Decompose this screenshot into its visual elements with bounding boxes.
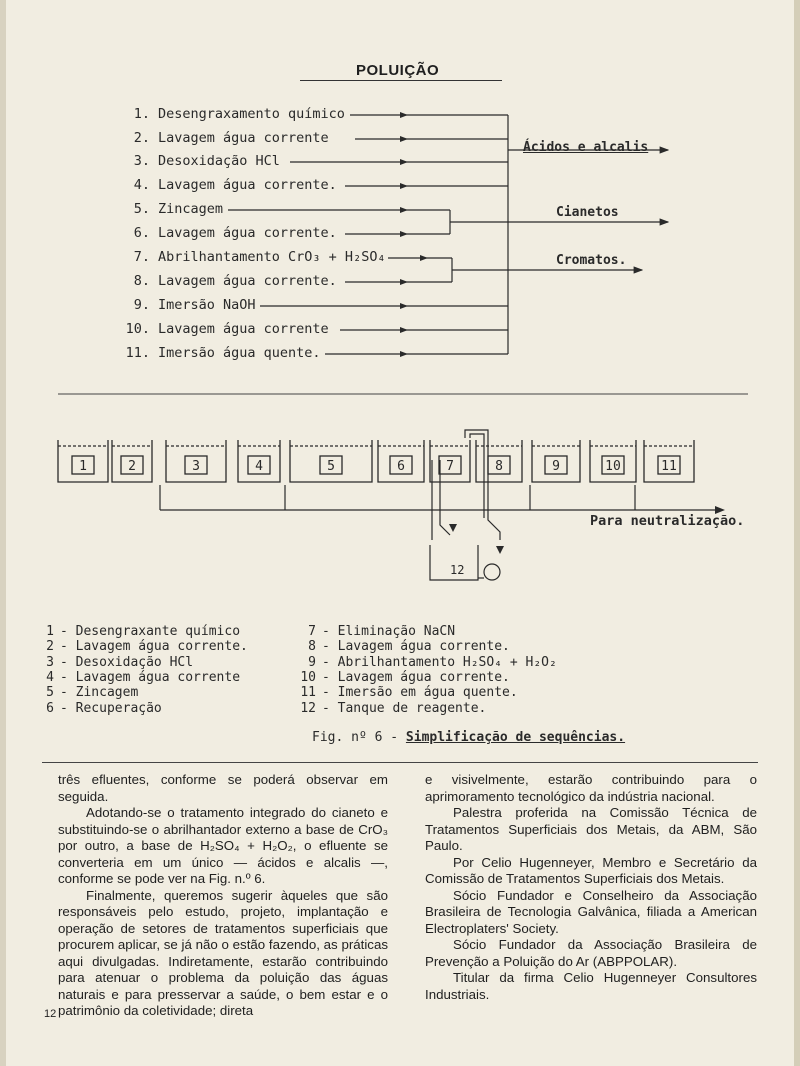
process-number: 9.	[133, 297, 150, 313]
legend-number: 10	[300, 669, 316, 685]
paragraph: Adotando-se o tratamento integrado do cianeto e substituindo-se o abrilhantador externo a base de CrO₃ por outro, a base de H₂SO₄ + H₂O₂, o efluente se converteria em um único — ácidos e alcalis —, conforme se pode ver na Fig. n.º 6.	[58, 805, 388, 886]
legend-item	[290, 685, 518, 700]
acids-label: Ácidos e alcalis	[523, 140, 649, 155]
legend-item	[28, 639, 248, 654]
tank-number: 7	[446, 459, 454, 474]
legend-number: 8	[308, 639, 316, 655]
paragraph: Palestra proferida na Comissão Técnica de Tratamentos Superficiais dos Metais, da ABM, São Paulo.	[425, 805, 757, 853]
legend-label: Tanque de reagente.	[337, 700, 487, 716]
pump-icon	[484, 564, 500, 580]
legend-dash: -	[60, 669, 76, 685]
legend-number: 5	[46, 685, 54, 701]
legend-number: 3	[46, 654, 54, 670]
paragraph: Por Celio Hugenneyer, Membro e Secretário da Comissão de Tratamentos Superficiais dos Metais.	[425, 854, 757, 886]
right-column	[425, 772, 757, 1003]
process-label: Lavagem água corrente.	[158, 273, 337, 289]
legend-number: 7	[308, 624, 316, 639]
legend-item	[290, 624, 455, 639]
tank-number: 4	[255, 459, 263, 474]
legend-label: Desengraxante químico	[75, 624, 241, 639]
tank-number: 3	[192, 459, 200, 474]
process-number: 5.	[133, 201, 150, 217]
process-number: 1.	[133, 106, 150, 122]
legend-dash: -	[60, 624, 76, 639]
legend-dash: -	[60, 654, 76, 670]
process-label: Imersão água quente.	[158, 345, 321, 361]
tank-number: 2	[128, 459, 136, 474]
process-label: Desoxidação HCl	[158, 153, 280, 169]
legend-label: Lavagem água corrente.	[75, 639, 248, 655]
legend-item	[290, 701, 486, 716]
paragraph: Titular da firma Celio Hugenneyer Consultores Industriais.	[425, 970, 757, 1002]
left-column	[58, 772, 388, 1020]
process-label: Imersão NaOH	[158, 297, 256, 313]
legend-label: Desoxidação HCl	[75, 654, 194, 670]
paragraph: Sócio Fundador da Associação Brasileira de Prevenção a Poluição do Ar (ABPPOLAR).	[425, 937, 757, 969]
figure-caption	[312, 730, 625, 745]
process-flow-diagram	[0, 0, 800, 400]
legend-item	[28, 685, 138, 700]
legend-label: Imersão em água quente.	[337, 685, 518, 701]
legend-label: Zincagem	[75, 685, 139, 701]
process-number: 3.	[133, 153, 150, 169]
process-label: Desengraxamento químico	[158, 106, 345, 122]
legend-label: Recuperação	[75, 700, 162, 716]
process-label: Lavagem água corrente	[158, 321, 329, 337]
legend-number: 9	[308, 654, 316, 670]
process-number: 6.	[133, 225, 150, 241]
legend-dash: -	[322, 700, 338, 716]
tank-number: 11	[661, 459, 677, 474]
process-label: Lavagem água corrente.	[158, 177, 337, 193]
legend-dash: -	[60, 639, 76, 655]
caption-prefix: Fig. nº 6 -	[312, 730, 406, 745]
legend-dash: -	[322, 654, 338, 670]
tank-number: 9	[552, 459, 560, 474]
legend-dash: -	[60, 700, 76, 716]
paragraph: três efluentes, conforme se poderá observar em seguida.	[58, 772, 388, 804]
legend-number: 11	[300, 685, 316, 701]
process-label: Lavagem água corrente	[158, 130, 329, 146]
tank-number: 1	[79, 459, 87, 474]
legend-item	[28, 624, 240, 639]
section-title: POLUIÇÃO	[356, 62, 440, 79]
process-number: 2.	[133, 130, 150, 146]
process-label: Zincagem	[158, 201, 224, 217]
caption-divider	[42, 762, 758, 763]
legend-number: 12	[300, 700, 316, 716]
cyanides-label: Cianetos	[556, 205, 619, 220]
legend-dash: -	[60, 685, 76, 701]
caption-title: Simplificação de sequências.	[405, 730, 626, 745]
legend-dash: -	[322, 685, 338, 701]
legend-item	[28, 670, 240, 685]
legend-number: 1	[46, 624, 54, 639]
paragraph: e visivelmente, estarão contribuindo para o aprimoramento tecnológico da indústria nacional.	[425, 772, 757, 804]
tank-number: 5	[327, 459, 335, 474]
legend-item	[290, 670, 510, 685]
legend-dash: -	[322, 669, 338, 685]
legend-item	[28, 701, 162, 716]
legend-label: Eliminação NaCN	[337, 624, 456, 639]
legend-label: Lavagem água corrente.	[337, 669, 510, 685]
process-label: Abrilhantamento CrO₃ + H₂SO₄	[158, 249, 386, 265]
legend-item	[290, 655, 557, 670]
legend-number: 6	[46, 700, 54, 716]
process-number: 8.	[133, 273, 150, 289]
paragraph: Sócio Fundador e Conselheiro da Associação Brasileira de Tecnologia Galvânica, filiada a American Electroplaters' Society.	[425, 887, 757, 936]
tank-number: 8	[495, 459, 503, 474]
legend-item	[28, 655, 193, 670]
legend-number: 2	[46, 639, 54, 655]
page-number: 12	[44, 1008, 57, 1020]
process-number: 4.	[133, 177, 150, 193]
legend-item	[290, 639, 510, 654]
process-number: 11.	[125, 345, 150, 361]
neutralization-label: Para neutralização.	[590, 513, 745, 529]
tank-number: 10	[605, 459, 621, 474]
process-number: 10.	[125, 321, 150, 337]
legend-label: Lavagem água corrente	[75, 669, 241, 685]
legend-dash: -	[322, 639, 338, 655]
chromates-label: Cromatos.	[556, 253, 627, 268]
tank-12-number: 12	[450, 563, 465, 577]
tank-number: 6	[397, 459, 405, 474]
legend-dash: -	[322, 624, 338, 639]
process-label: Lavagem água corrente.	[158, 225, 337, 241]
legend-number: 4	[46, 669, 54, 685]
legend-label: Abrilhantamento H₂SO₄ + H₂O₂	[337, 654, 557, 670]
paragraph: Finalmente, queremos sugerir àqueles que são responsáveis pelo estudo, projeto, implantação e operação de setores de tratamentos superficiais que procurem aplicar, se já não o estão fazendo, as práticas aqui divulgadas. Indiretamente, estarão contribuindo para atenuar o problema da poluição das águas naturais e para presservar a saúde, o bem estar e o patrimônio da coletividade; direta	[58, 887, 388, 1018]
process-number: 7.	[133, 249, 150, 265]
legend-label: Lavagem água corrente.	[337, 639, 510, 655]
